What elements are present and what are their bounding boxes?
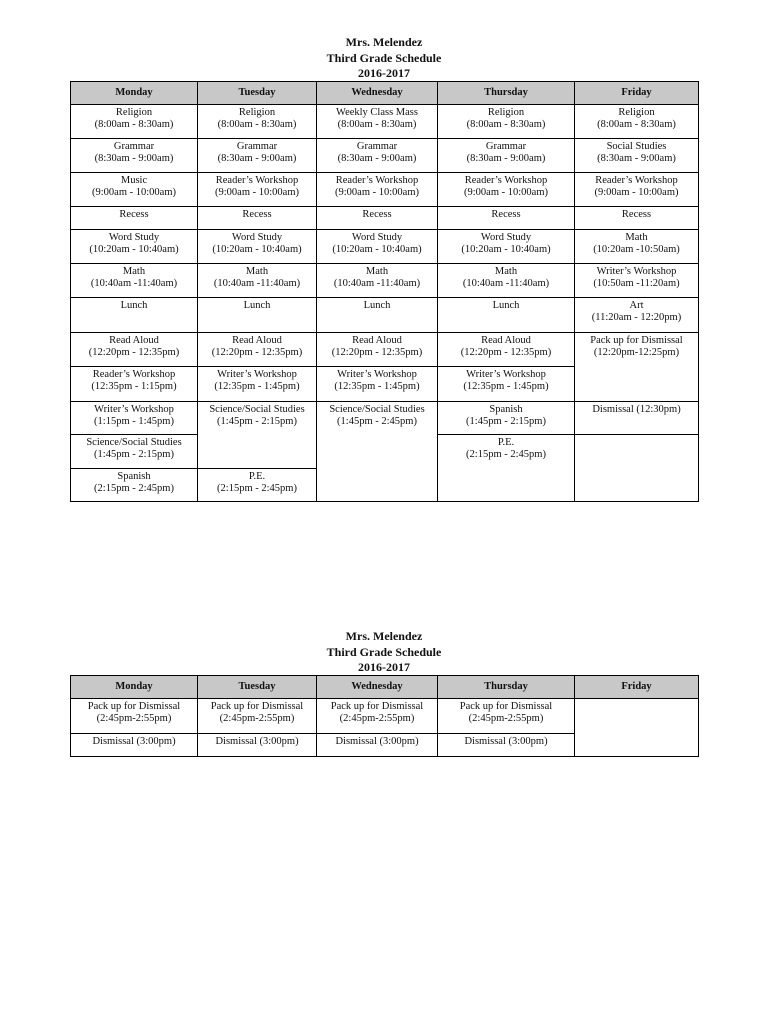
day-header-row [71, 676, 699, 699]
schedule-cell: Religion (8:00am - 8:30am) [575, 105, 699, 139]
schedule-cell: Art (11:20am - 12:20pm) [575, 298, 699, 333]
schedule-cell: Reader’s Workshop (9:00am - 10:00am) [317, 173, 438, 207]
schedule-cell: Spanish (2:15pm - 2:45pm) [71, 469, 198, 502]
table-row [71, 207, 699, 230]
schedule-cell: Writer’s Workshop (1:15pm - 1:45pm) [71, 402, 198, 435]
table-row [71, 230, 699, 264]
schedule-cell: Religion (8:00am - 8:30am) [71, 105, 198, 139]
schedule-cell: Math (10:40am -11:40am) [198, 264, 317, 298]
day-header-friday: Friday [575, 676, 699, 699]
schedule-cell: Word Study (10:20am - 10:40am) [198, 230, 317, 264]
schedule-cell: Reader’s Workshop (12:35pm - 1:15pm) [71, 367, 198, 402]
schedule-cell: Dismissal (3:00pm) [71, 734, 198, 757]
schedule-cell: Religion (8:00am - 8:30am) [198, 105, 317, 139]
schedule-cell: Reader’s Workshop (9:00am - 10:00am) [438, 173, 575, 207]
schedule-header-1 [0, 35, 768, 82]
table-row [71, 139, 699, 173]
schedule-cell: Lunch [198, 298, 317, 333]
schedule-cell: Pack up for Dismissal (2:45pm-2:55pm) [317, 699, 438, 734]
day-header-tuesday: Tuesday [198, 676, 317, 699]
schedule-cell: Lunch [317, 298, 438, 333]
table-row [71, 264, 699, 298]
schedule-cell: Recess [317, 207, 438, 230]
schedule-cell: Lunch [438, 298, 575, 333]
schedule-cell: Grammar (8:30am - 9:00am) [198, 139, 317, 173]
schedule-cell: Grammar (8:30am - 9:00am) [438, 139, 575, 173]
schedule-cell: Read Aloud (12:20pm - 12:35pm) [71, 333, 198, 367]
schedule-table-2 [70, 675, 699, 757]
schedule-cell: Social Studies (8:30am - 9:00am) [575, 139, 699, 173]
day-header-thursday: Thursday [438, 676, 575, 699]
schedule-cell-empty [575, 699, 699, 757]
schedule-cell: Math (10:40am -11:40am) [438, 264, 575, 298]
schedule-cell: P.E. (2:15pm - 2:45pm) [198, 469, 317, 502]
schedule-header-2 [0, 629, 768, 676]
day-header-wednesday: Wednesday [317, 82, 438, 105]
table-row [71, 402, 699, 435]
schedule-cell: Read Aloud (12:20pm - 12:35pm) [438, 333, 575, 367]
schedule-cell: Religion (8:00am - 8:30am) [438, 105, 575, 139]
schedule-cell-empty [575, 435, 699, 502]
school-year: 2016-2017 [358, 660, 410, 674]
schedule-cell: Writer’s Workshop (12:35pm - 1:45pm) [438, 367, 575, 402]
schedule-cell: P.E. (2:15pm - 2:45pm) [438, 435, 575, 502]
table-row [71, 699, 699, 734]
schedule-cell: Pack up for Dismissal (2:45pm-2:55pm) [198, 699, 317, 734]
table-row [71, 298, 699, 333]
day-header-friday: Friday [575, 82, 699, 105]
schedule-cell: Word Study (10:20am - 10:40am) [438, 230, 575, 264]
day-header-monday: Monday [71, 676, 198, 699]
schedule-cell: Math (10:40am -11:40am) [71, 264, 198, 298]
schedule-cell: Dismissal (3:00pm) [317, 734, 438, 757]
schedule-cell: Spanish (1:45pm - 2:15pm) [438, 402, 575, 435]
schedule-cell: Dismissal (3:00pm) [198, 734, 317, 757]
schedule-title: Third Grade Schedule [326, 644, 442, 659]
schedule-cell: Science/Social Studies (1:45pm - 2:45pm) [317, 402, 438, 502]
schedule-cell: Word Study (10:20am - 10:40am) [317, 230, 438, 264]
schedule-title: Third Grade Schedule [326, 50, 442, 65]
table-row [71, 105, 699, 139]
school-year: 2016-2017 [358, 66, 410, 80]
schedule-cell: Reader’s Workshop (9:00am - 10:00am) [575, 173, 699, 207]
table-row [71, 173, 699, 207]
schedule-cell: Read Aloud (12:20pm - 12:35pm) [317, 333, 438, 367]
schedule-cell: Dismissal (3:00pm) [438, 734, 575, 757]
teacher-name: Mrs. Melendez [345, 629, 423, 643]
schedule-table-1 [70, 81, 699, 502]
schedule-cell: Word Study (10:20am - 10:40am) [71, 230, 198, 264]
schedule-cell: Math (10:40am -11:40am) [317, 264, 438, 298]
day-header-row [71, 82, 699, 105]
teacher-name: Mrs. Melendez [345, 35, 423, 49]
schedule-cell: Recess [71, 207, 198, 230]
schedule-cell: Weekly Class Mass (8:00am - 8:30am) [317, 105, 438, 139]
schedule-cell: Reader’s Workshop (9:00am - 10:00am) [198, 173, 317, 207]
day-header-tuesday: Tuesday [198, 82, 317, 105]
schedule-cell: Pack up for Dismissal (2:45pm-2:55pm) [71, 699, 198, 734]
day-header-thursday: Thursday [438, 82, 575, 105]
schedule-cell: Recess [575, 207, 699, 230]
schedule-cell: Writer’s Workshop (10:50am -11:20am) [575, 264, 699, 298]
schedule-cell: Grammar (8:30am - 9:00am) [71, 139, 198, 173]
schedule-cell: Writer’s Workshop (12:35pm - 1:45pm) [317, 367, 438, 402]
schedule-cell: Grammar (8:30am - 9:00am) [317, 139, 438, 173]
schedule-cell: Pack up for Dismissal (2:45pm-2:55pm) [438, 699, 575, 734]
schedule-cell: Math (10:20am -10:50am) [575, 230, 699, 264]
schedule-cell: Read Aloud (12:20pm - 12:35pm) [198, 333, 317, 367]
day-header-monday: Monday [71, 82, 198, 105]
schedule-cell: Dismissal (12:30pm) [575, 402, 699, 435]
schedule-cell: Science/Social Studies (1:45pm - 2:15pm) [71, 435, 198, 469]
schedule-cell: Pack up for Dismissal (12:20pm-12:25pm) [575, 333, 699, 402]
schedule-cell: Science/Social Studies (1:45pm - 2:15pm) [198, 402, 317, 469]
schedule-cell: Writer’s Workshop (12:35pm - 1:45pm) [198, 367, 317, 402]
table-row [71, 333, 699, 367]
schedule-cell: Music (9:00am - 10:00am) [71, 173, 198, 207]
schedule-cell: Recess [198, 207, 317, 230]
schedule-cell: Lunch [71, 298, 198, 333]
schedule-cell: Recess [438, 207, 575, 230]
day-header-wednesday: Wednesday [317, 676, 438, 699]
